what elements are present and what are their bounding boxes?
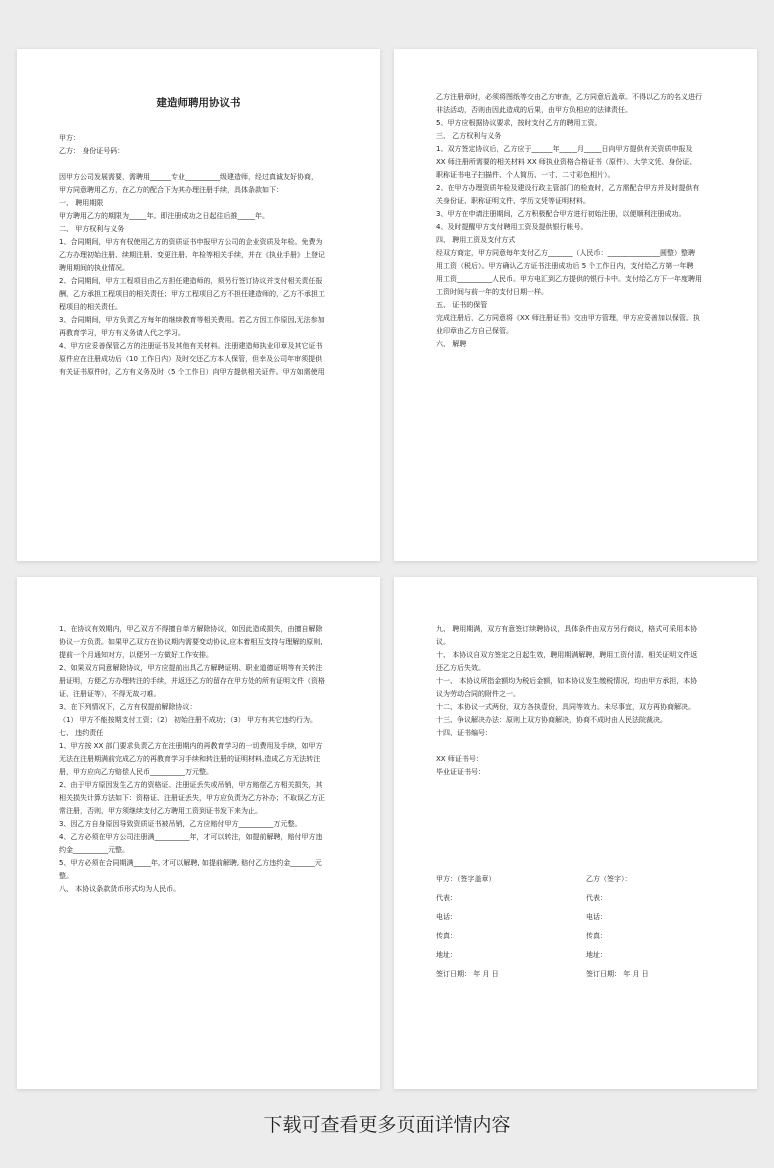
text-line: 三、 乙方权利与义务 — [436, 132, 502, 140]
text-line: 九、 聘用期满，双方有意签订续聘协议，具体条件由双方另行商议，格式可采用本协 — [436, 625, 698, 633]
text-line: 十一、 本协议所指金额均为税后金额，如本协议发生缴税情况，均由甲方承担，本协 — [436, 677, 698, 685]
text-line: 册，甲方应向乙方赔偿人民币__________万元整。 — [59, 768, 213, 776]
text-line: 甲方同意聘用乙方，在乙方的配合下为其办理注册手续，具体条款如下： — [59, 186, 283, 194]
document-page-4 — [394, 577, 757, 1089]
text-line: 4、甲方应妥善保管乙方的注册证书及其他有关材料。注册建造师执业印章及其它证书 — [59, 342, 323, 350]
text-line: 七、 违约责任 — [59, 729, 104, 737]
text-line: 地址： — [586, 951, 607, 959]
text-line: 传真： — [436, 932, 457, 940]
text-line: 完成注册后，乙方同意将《XX 师注册证书》交由甲方管理，甲方应妥善加以保管。执 — [436, 314, 700, 322]
text-line: 1、在协议有效期内，甲乙双方不得擅自单方解除协议，如因此造成损失，由擅自解除 — [59, 625, 323, 633]
text-line: 提前一个月通知对方，以便另一方做好工作安排。 — [59, 651, 213, 659]
text-line: 甲方：（签字盖章） — [436, 875, 496, 883]
document-page-2 — [394, 49, 757, 561]
text-line: 议。 — [436, 638, 450, 646]
text-line: 业印章由乙方自己保管。 — [436, 327, 513, 335]
text-line: 毕业证证书号： — [436, 768, 485, 776]
text-line: 乙方（签字）： — [586, 875, 632, 883]
text-line: 签订日期： 年 月 日 — [436, 970, 499, 978]
text-line: 因甲方公司发展需要，需聘用______专业__________级建造师，经过真诚友好协商， — [59, 173, 318, 181]
text-line: 代表： — [436, 894, 457, 902]
text-line: 十二、本协议一式两份，双方各执壹份，具同等效力。未尽事宜，双方再协商解决。 — [436, 703, 695, 711]
document-page-1 — [17, 49, 380, 561]
text-line: 整。 — [59, 872, 73, 880]
text-line: 五、 证书的保管 — [436, 301, 488, 309]
text-line: 册证明，方便乙方办理转注的手续，并返还乙方的留存在甲方处的所有证明文件（资格 — [59, 677, 325, 685]
text-line: 用工资（税后）。甲方确认乙方证书注册成功后 5 个工作日内，支付给乙方第一年聘 — [436, 262, 694, 270]
text-line: 再教育学习，甲方有义务请人代之学习。 — [59, 329, 185, 337]
text-line: 约金__________元整。 — [59, 846, 129, 854]
signature-block-party-a — [436, 870, 499, 984]
text-line: 地址： — [436, 951, 457, 959]
text-line: 用工资__________人民币。甲方电汇到乙方提供的银行卡中。支付给乙方下一年度聘用 — [436, 275, 702, 283]
text-line: 有关证书原件时，乙方有义务及时（5 个工作日）向甲方提供相关证件。甲方如需使用 — [59, 368, 325, 376]
text-line: 甲方聘用乙方的期限为_____年。即注册成功之日起往后推_____年。 — [59, 212, 269, 220]
text-line: 乙方办理初始注册、续期注册、变更注册、年检等相关手续，并在《执业手册》上登记 — [59, 251, 325, 259]
text-line: 八、 本协议条款货币形式均为人民币。 — [59, 885, 181, 893]
text-line: 1、合同期间，甲方有权使用乙方的资质证书申报甲方公司的企业资质及年检。免费为 — [59, 238, 323, 246]
text-line: 4、及时提醒甲方支付聘用工资及提供银行帐号。 — [436, 223, 588, 231]
text-line: 3、因乙方自身原因导致资质证书被吊销，乙方应赔付甲方__________万元整。 — [59, 820, 302, 828]
text-line: XX 师注册所需要的相关材料 XX 师执业资格合格证书（原件）、大学文凭、身份证、 — [436, 158, 697, 166]
blank-line — [59, 158, 342, 171]
text-line: 2、由于甲方原因发生乙方的资格证、注册证丢失或吊销，甲方赔偿乙方相关损失，其 — [59, 781, 323, 789]
text-line: 酬，乙方承担工程项目的相关责任；甲方工程项目乙方不担任建造师的，乙方不承担工 — [59, 290, 325, 298]
text-line: 5、甲方必须在合同期满_____年, 才可以解聘, 如提前解聘, 赔付乙方违约金_______元 — [59, 859, 322, 867]
text-line: （1） 甲方不能按期支付工资；（2） 初始注册不成功；（3） 甲方有其它违约行为。 — [59, 716, 318, 724]
text-line: 1、双方签定协议后，乙方应于______年_____月_____日向甲方提供有关资质申报及 — [436, 145, 693, 153]
text-line: 代表： — [586, 894, 607, 902]
page-4-body — [436, 623, 719, 779]
footer-hint: 下载可查看更多页面详情内容 — [263, 1114, 511, 1136]
text-line: 甲方： — [59, 134, 80, 142]
text-line: 乙方： 身份证号码： — [59, 147, 125, 155]
text-line: 2、合同期间，甲方工程项目由乙方担任建造师的，须另行签订协议并支付相关责任报 — [59, 277, 323, 285]
text-line: 二、 甲方权利与义务 — [59, 225, 125, 233]
text-line: 关身份证、职称证明文件、学历文凭等证明材料。 — [436, 197, 590, 205]
page-3-body — [59, 623, 342, 896]
text-line: 1、甲方按 XX 部门要求负责乙方在注册期内的再教育学习的一切费用及手续，如甲方 — [59, 742, 323, 750]
document-page-3 — [17, 577, 380, 1089]
text-line: 十四、证书编号： — [436, 729, 492, 737]
text-line: 经双方商定，甲方同意每年支付乙方_______（人民币：_______________圆整）整聘 — [436, 249, 695, 257]
text-line: 协议一方负责。如果甲乙双方在协议期内需要变动协议,应本着相互支持与理解的原则, — [59, 638, 323, 646]
text-line: 原件应在注册成功后（10 工作日内）及时交还乙方本人保管，但幸及公司年审须提供 — [59, 355, 323, 363]
text-line: 电话： — [436, 913, 457, 921]
text-line: 2、如果双方同意解除协议，甲方应提前出具乙方解聘证明、职业道德证明等有关转注 — [59, 664, 323, 672]
text-line: 5、甲方应根据协议要求，按时支付乙方的聘用工资。 — [436, 119, 602, 127]
text-line: 程项目的相关责任。 — [59, 303, 122, 311]
text-line: 十三、争议解决办法：原则上双方协商解决，协商不成时由人民法院裁决。 — [436, 716, 667, 724]
text-line: 常注册，否则，甲方须继续支付乙方聘用工资到证书发下来为止。 — [59, 807, 262, 815]
text-line: 职称证书电子扫描件、个人简历、一寸、二寸彩色相片）。 — [436, 171, 615, 179]
page-2-body — [436, 91, 719, 351]
text-line: 3、甲方在申请注册期间，乙方积极配合甲方进行初始注册，以便顺利注册成功。 — [436, 210, 686, 218]
signature-block-party-b — [586, 870, 649, 984]
text-line: 还乙方后失效。 — [436, 664, 485, 672]
text-line: 4、乙方必须在甲方公司注册满__________年，才可以转注，如提前解聘，赔付甲方违 — [59, 833, 323, 841]
text-line: 议为劳动合同的附件之一。 — [436, 690, 520, 698]
text-line: 聘用期间的执业情况。 — [59, 264, 129, 272]
text-line: 3、在下列情况下，乙方有权提前解除协议： — [59, 703, 197, 711]
text-line: 2、在甲方办理资质年检及建设行政主管部门的检查时，乙方需配合甲方并及时提供有 — [436, 184, 700, 192]
page-1-body — [59, 132, 342, 379]
blank-line — [436, 740, 719, 753]
text-line: 3、合同期间，甲方负责乙方每年的继续教育等相关费用。若乙方因工作原因,无法参加 — [59, 316, 325, 324]
text-line: 非法活动，否则由因此造成的后果，由甲方负相应的法律责任。 — [436, 106, 632, 114]
text-line: 一、 聘用期限 — [59, 199, 104, 207]
text-line: XX 师证书号： — [436, 755, 483, 763]
text-line: 传真： — [586, 932, 607, 940]
text-line: 证、注册证等），不得无故刁难。 — [59, 690, 161, 698]
document-title: 建造师聘用协议书 — [156, 97, 241, 109]
text-line: 无法在注册期满前完成乙方的再教育学习手续和转注册的证明材料,造成乙方无法转注 — [59, 755, 321, 763]
text-line: 乙方注册章时，必须将图纸等交由乙方审查，乙方同意后盖章。不得以乙方的名义进行 — [436, 93, 702, 101]
text-line: 十、 本协议自双方签定之日起生效，聘用期满解聘，聘用工资付清、相关证明文件返 — [436, 651, 698, 659]
text-line: 六、 解聘 — [436, 340, 467, 348]
text-line: 电话： — [586, 913, 607, 921]
text-line: 相关损失计算方法如下：资格证、注册证丢失，甲方应负责为乙方补办；不取误乙方正 — [59, 794, 325, 802]
text-line: 四、 聘用工资及支付方式 — [436, 236, 516, 244]
text-line: 签订日期： 年 月 日 — [586, 970, 649, 978]
text-line: 工资时间与前一年的支付日期一样。 — [436, 288, 548, 296]
